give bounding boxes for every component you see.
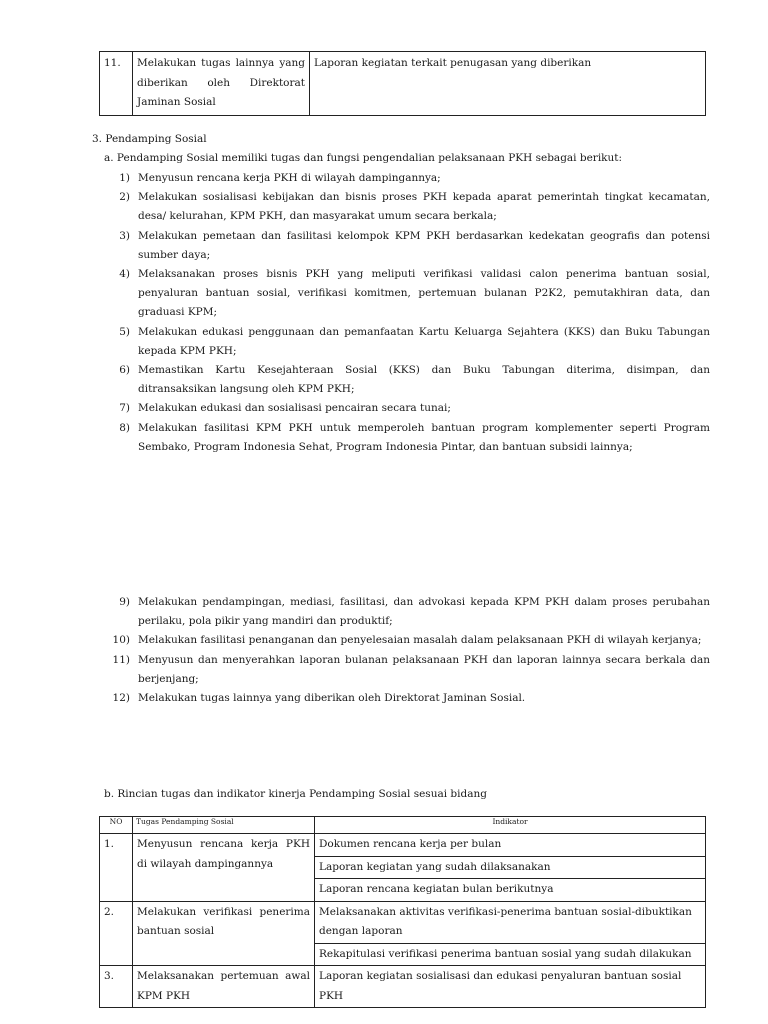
list-item-text: Melakukan sosialisasi kebijakan dan bisnis proses PKH kepada aparat pemerintah tingkat kecamatan, — [138, 191, 710, 204]
task-cell: Melakukan verifikasi penerima bantuan sosial — [133, 901, 315, 966]
task-indicator-table — [99, 816, 706, 1008]
indicator-cell: Laporan kegiatan yang sudah dilaksanakan — [315, 856, 706, 879]
list-item-text: desa/ kelurahan, KPM PKH, dan masyarakat umum secara berkala; — [138, 210, 497, 223]
task-cell: Melaksanakan pertemuan awal KPM PKH — [133, 966, 315, 1008]
list-item-number: 5) — [119, 325, 130, 338]
table-row — [100, 52, 706, 116]
indicator-cell: Laporan kegiatan sosialisasi dan edukasi penyaluran bantuan sosial PKH — [315, 966, 706, 1008]
list-item-text: Melakukan tugas lainnya yang diberikan oleh Direktorat Jaminan Sosial. — [138, 692, 526, 704]
indicator-cell: Laporan rencana kegiatan bulan berikutnya — [315, 879, 706, 902]
sub-heading-a: a. Pendamping Sosial memiliki tugas dan fungsi pengendalian pelaksanaan PKH sebagai berikut: — [104, 152, 623, 164]
list-item-number: 1) — [119, 172, 130, 184]
continuation-table — [99, 51, 706, 116]
list-item-text: berjenjang; — [138, 672, 199, 685]
list-item-number: 9) — [119, 596, 130, 608]
table-row — [100, 834, 706, 857]
section-title: 3. Pendamping Sosial — [92, 133, 207, 145]
header-indicator: Indikator — [315, 817, 706, 834]
list-item-number: 12) — [112, 692, 130, 704]
list-item-number: 10) — [112, 634, 130, 647]
indicator-cell: Melaksanakan aktivitas verifikasi-penerima bantuan sosial-dibuktikan dengan laporan — [315, 901, 706, 943]
list-item-text: Melakukan edukasi dan sosialisasi pencairan secara tunai; — [138, 402, 451, 415]
task-cell: Menyusun rencana kerja PKH di wilayah dampingannya — [133, 834, 315, 902]
row-number: 1. — [100, 834, 133, 902]
list-item-number: 11) — [112, 653, 130, 666]
list-item-text: Melaksanakan proses bisnis PKH yang meliputi verifikasi validasi calon penerima bantuan sosial, — [138, 268, 710, 280]
list-item-text: Melakukan fasilitasi penanganan dan penyelesaian masalah dalam pelaksanaan PKH di wilayah kerjanya; — [138, 634, 702, 647]
list-item-text: Melakukan pendampingan, mediasi, fasilitasi, dan advokasi kepada KPM PKH dalam proses perubahan — [138, 596, 710, 608]
list-item-number: 3) — [119, 229, 130, 242]
list-item-number: 4) — [119, 268, 130, 280]
list-item-text: penyaluran bantuan sosial, verifikasi komitmen, pertemuan bulanan P2K2, pemutakhiran data, dan — [138, 287, 710, 300]
header-task: Tugas Pendamping Sosial — [133, 817, 315, 834]
list-item-text: Memastikan Kartu Kesejahteraan Sosial (KKS) dan Buku Tabungan diterima, disimpan, dan — [138, 364, 710, 376]
list-item-text: perilaku, pola pikir yang mandiri dan produktif; — [138, 615, 393, 628]
indicator-cell: Rekapitulasi verifikasi penerima bantuan sosial yang sudah dilakukan — [315, 943, 706, 966]
list-item-number: 8) — [119, 421, 130, 434]
header-no: NO — [100, 817, 133, 834]
list-item-number: 7) — [119, 402, 130, 415]
table-header-row — [100, 817, 706, 834]
list-item-text: Melakukan edukasi penggunaan dan pemanfaatan Kartu Keluarga Sejahtera (KKS) dan Buku Tabungan — [138, 325, 710, 338]
table-row — [100, 901, 706, 943]
indicator-cell: Dokumen rencana kerja per bulan — [315, 834, 706, 857]
list-item-text: Sembako, Program Indonesia Sehat, Program Indonesia Pintar, dan bantuan subsidi lainnya; — [138, 440, 633, 453]
list-item-number: 2) — [119, 191, 130, 204]
row-number: 2. — [100, 901, 133, 966]
list-item-number: 6) — [119, 364, 130, 376]
task-cell: Melakukan tugas lainnya yang diberikan oleh Direktorat Jaminan Sosial — [133, 52, 310, 116]
table-row — [100, 966, 706, 1008]
list-item-text: sumber daya; — [138, 248, 211, 261]
list-item-text: Melakukan fasilitasi KPM PKH untuk memperoleh bantuan program komplementer seperti Program — [138, 421, 710, 434]
sub-heading-b: b. Rincian tugas dan indikator kinerja Pendamping Sosial sesuai bidang — [104, 788, 487, 800]
row-number: 3. — [100, 966, 133, 1008]
list-item-text: Menyusun dan menyerahkan laporan bulanan pelaksanaan PKH dan laporan lainnya secara berkala dan — [138, 653, 710, 666]
list-item-text: kepada KPM PKH; — [138, 344, 237, 357]
row-number: 11. — [100, 52, 133, 116]
list-item-text: graduasi KPM; — [138, 306, 218, 319]
list-item-text: Menyusun rencana kerja PKH di wilayah dampingannya; — [138, 172, 441, 184]
list-item-text: Melakukan pemetaan dan fasilitasi kelompok KPM PKH berdasarkan kedekatan geografis dan potensi — [138, 229, 710, 242]
list-item-text: ditransaksikan langsung oleh KPM PKH; — [138, 383, 355, 396]
indicator-cell: Laporan kegiatan terkait penugasan yang diberikan — [310, 52, 706, 116]
